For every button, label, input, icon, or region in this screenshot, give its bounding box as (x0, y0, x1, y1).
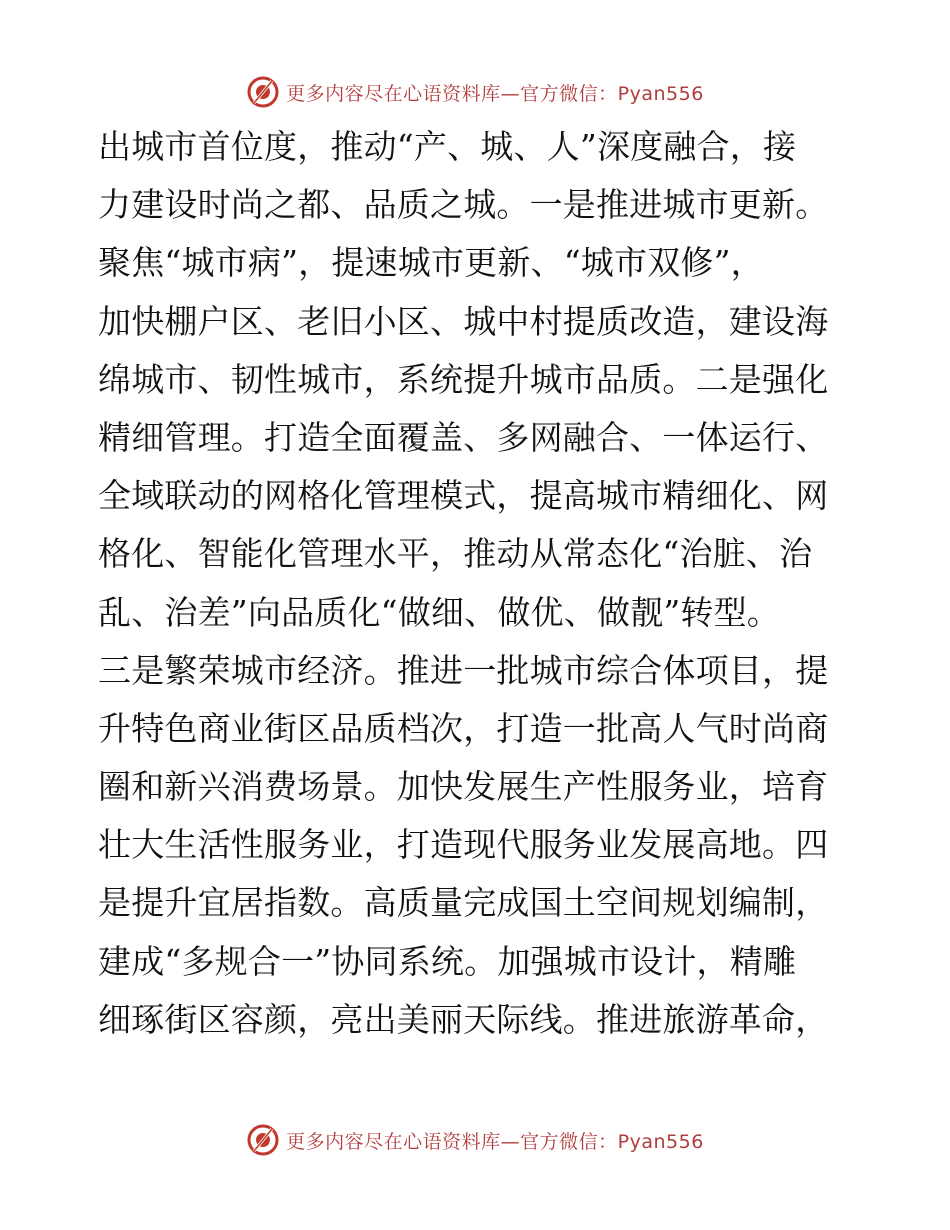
body-line: 绵城市、韧性城市，系统提升城市品质。二是强化 (98, 359, 829, 399)
body-line: 壮大生活性服务业，打造现代服务业发展高地。四 (98, 825, 829, 865)
body-line: 力建设时尚之都、品质之城。一是推进城市更新。 (98, 185, 829, 225)
body-line: 精细管理。打造全面覆盖、多网融合、一体运行、 (98, 417, 829, 457)
header-banner-text: 更多内容尽在心语资料库—官方微信：Pyan556 (286, 82, 704, 105)
footer-banner-text: 更多内容尽在心语资料库—官方微信：Pyan556 (286, 1130, 704, 1153)
body-line: 全域联动的网格化管理模式，提高城市精细化、网 (98, 476, 829, 516)
header-banner (0, 72, 950, 112)
brand-logo-icon (246, 1123, 280, 1157)
document-body (98, 118, 858, 1049)
footer-banner (0, 1120, 950, 1160)
body-line: 格化、智能化管理水平，推动从常态化“治脏、治 (98, 534, 813, 574)
body-line: 乱、治差”向品质化“做细、做优、做靓”转型。 (98, 592, 781, 632)
body-line: 细琢街区容颜，亮出美丽天际线。推进旅游革命， (98, 999, 829, 1039)
body-line: 升特色商业街区品质档次，打造一批高人气时尚商 (98, 708, 829, 748)
body-line: 建成“多规合一”协同系统。加强城市设计，精雕 (98, 941, 797, 981)
body-line: 出城市首位度，推动“产、城、人”深度融合，接 (98, 127, 797, 166)
body-line: 三是繁荣城市经济。推进一批城市综合体项目，提 (98, 650, 829, 690)
body-line: 加快棚户区、老旧小区、城中村提质改造，建设海 (98, 301, 829, 341)
body-line: 圈和新兴消费场景。加快发展生产性服务业，培育 (98, 767, 829, 807)
body-line: 聚焦“城市病”，提速城市更新、“城市双修”， (98, 243, 764, 283)
body-line: 是提升宜居指数。高质量完成国土空间规划编制， (98, 883, 829, 923)
brand-logo-icon (246, 75, 280, 109)
